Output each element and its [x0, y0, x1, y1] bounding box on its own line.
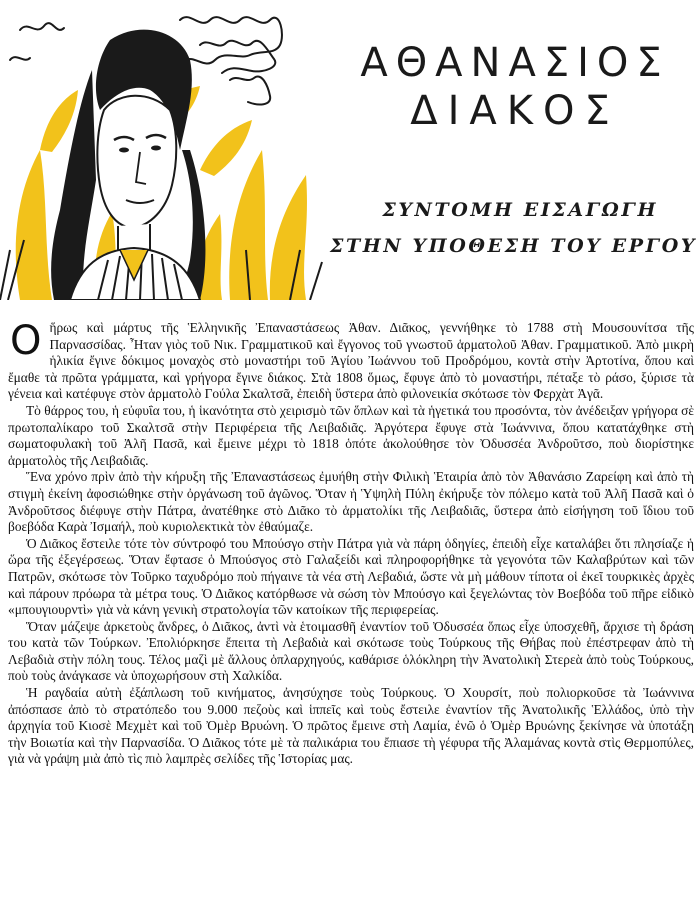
title-line-1: ΑΘΑΝΑΣΙΟΣ [360, 40, 670, 86]
body-text [8, 320, 694, 768]
dropcap: Ο [10, 318, 42, 364]
paragraph-1-text: ἥρως καὶ μάρτυς τῆς Ἑλληνικῆς Ἐπαναστάσεως Ἀθαν. Διᾶκος, γεννήθηκε τὸ 1788 στὴ Μουσουνίτσα τῆς Παρνασσίδας. Ἦταν γιὸς τοῦ Νικ. Γραμματικοῦ καὶ ἔγγονος τοῦ γνωστοῦ ἁρματολοῦ Ἀθαν. Γραμματικοῦ. Ἀπὸ μικρὴ ἡλικία ἔγινε δόκιμος μοναχὸς στὸ μοναστήρι τοῦ Ἁγίου Ἰωάννου τοῦ Προδρόμου, κοντὰ στὴν Ἀρτοτίνα, ὅπου καὶ ἔμαθε τὰ πρῶτα γράμματα, καὶ γρήγορα ἔγινε διάκος. Στὰ 1808 ὅμως, ἔφυγε ἀπὸ τὸ μοναστήρι, πέταξε τὸ ράσο, ξύρισε τὰ γένεια καὶ κατέφυγε στὸν ἁρματολὸ Γούλα Σκαλτσᾶ, ἐπειδὴ ὕστερα ἀπὸ φιλονεικία σκότωσε τὸν Φερχὰτ Ἀγᾶ. [8, 320, 694, 402]
title-block [330, 42, 700, 132]
subtitle-line-1: ΣΥΝΤΟΜΗ ΕΙΣΑΓΩΓΗ [382, 199, 658, 221]
paragraph-2: Τὸ θάρρος του, ἡ εὐφυΐα του, ἡ ἱκανότητα στὸ χειρισμὸ τῶν ὅπλων καὶ τὰ ἡγετικά του προσόντα, τὸν ἀνέδειξαν γρήγορα σὲ πρωτοπαλίκαρο τοῦ Σκαλτσᾶ στὴν Περιφέρεια τῆς Λειβαδιᾶς. Ἀργότερα ἔφυγε στὰ Ἰωάννινα, ὅπου κατατάχθηκε στὴ σωματοφυλακὴ τοῦ Ἀλῆ Πασᾶ, καὶ ἔμεινε μέχρι τὸ 1818 ὁπότε ἀκολούθησε τὸν Ὀδυσσέα Ἀνδροῦτσο, ποὺ διορίστηκε ἁρματολὸς τῆς Λειβαδιᾶς. [8, 402, 694, 468]
paragraph-5: Ὅταν μάζεψε ἀρκετοὺς ἄνδρες, ὁ Διᾶκος, ἀντὶ νὰ ἑτοιμασθῆ ἐναντίον τοῦ Ὀδυσσέα ὅπως εἶχε ὑποσχεθῆ, ἄρχισε τὴ δράση του κατὰ τῶν Τούρκων. Ἐπολιόρκησε ἔπειτα τὴ Λεβαδιὰ καὶ σκότωσε τοὺς Τούρκους τῆς Θήβας ποὺ ἐπέστρεφαν ἀπὸ τὴ Λεβαδιὰ στὴν πόλη τους. Τέλος μαζὶ μὲ ἄλλους ὁπλαρχηγούς, καθάρισε ὁλόκληρη τὴν Ἀνατολικὴ Στερεὰ ἀπὸ τοὺς Τούρκους, ποὺ τοὺς ἀνάγκασε νὰ ὑποχωρήσουν στὴ Χαλκίδα. [8, 618, 694, 684]
subtitle-block [330, 198, 700, 258]
title-line-2: ΔΙΑΚΟΣ [410, 88, 620, 134]
subtitle-line-2: ΣΤΗΝ ΥΠΟΘΕΣΗ ΤΟΥ ΕΡΓΟΥ [330, 235, 698, 257]
paragraph-1 [8, 320, 694, 403]
paragraph-3: Ἕνα χρόνο πρὶν ἀπὸ τὴν κήρυξη τῆς Ἐπαναστάσεως ἐμυήθη στὴν Φιλικὴ Ἑταιρία ἀπὸ τὸν Ἀθανάσιο Ζαρείφη καὶ ἀπὸ τὴ στιγμὴ ἐκείνη ἀφοσιώθηκε στὴν ὀργάνωση τοῦ ἀγῶνος. Ὅταν ἡ Ὑψηλὴ Πύλη ἐκήρυξε τὸν πόλεμο κατὰ τοῦ Ἀλῆ Πασᾶ καὶ ὁ Ἀνδροῦτσος διέφυγε στὴν Πάτρα, ἀνατέθηκε στὸ Διᾶκο τὸ ἁρματολίκι τῆς Λειβαδιᾶς, ὕστερα ἀπὸ εἰσήγηση τοῦ ἴδιου τοῦ βοεβόδα Καρὰ Ἰσμαήλ, ποὺ κυριολεκτικὰ τὸν ἐθαύμαζε. [8, 469, 694, 535]
paragraph-6: Ἡ ραγδαία αὐτὴ ἐξάπλωση τοῦ κινήματος, ἀνησύχησε τοὺς Τούρκους. Ὁ Χουρσίτ, ποὺ πολιορκοῦσε τὰ Ἰωάννινα ἀπόσπασε ἀπὸ τὸ στρατόπεδο του 9.000 πεζοὺς καὶ ἱππεῖς καὶ τοὺς ἔστειλε ἐναντίον τῆς Ἀνατολικῆς Ἑλλάδος, ὑπὸ τὴν ἀρχηγία τοῦ Κιοσὲ Μεχμὲτ καὶ τοῦ Ὀμὲρ Βρυώνη. Ὁ πρῶτος ἔμεινε στὴ Λαμία, ἐνῶ ὁ Ὀμὲρ Βρυώνης ξεκίνησε νὰ ὑποτάξη τὴν Βοιωτία καὶ τὴν Παρνασίδα. Ὁ Διᾶκος τότε μὲ τὰ παλικάρια του ἔπιασε τὴ γέφυρα τῆς Ἀλαμάνας κοντὰ στὶς Θερμοπύλες, γιὰ νὰ γράψη μιὰ ἀπὸ τὶς πιὸ λαμπρὲς σελίδες τῆς Ἱστορίας μας. [8, 685, 694, 767]
portrait-illustration-icon [0, 0, 330, 300]
paragraph-4: Ὁ Διᾶκος ἔστειλε τότε τὸν σύντροφό του Μπούσγο στὴν Πάτρα γιὰ νὰ πάρη ὁδηγίες, ἐπειδὴ εἶχε καταλάβει ὅτι πλησίαζε ἡ ὥρα τῆς ἐξεγέρσεως. Ὅταν ἔφτασε ὁ Μπούσγος στὸ Γαλαξείδι καὶ πληροφορήθηκε τὰ γεγονότα τῶν Καλαβρύτων καὶ τῶν Πατρῶν, σκότωσε τὸν Τοῦρκο ταχυδρόμο ποὺ πήγαινε τὰ νέα στὴ Λεβαδιά, ὥστε νὰ μὴ μάθουν τίποτα οἱ ἐκεῖ τουρκικὲς ἀρχὲς καὶ πάρουν πρόωρα τὰ μέτρα τους. Ὁ Διᾶκος κατόρθωσε νὰ σώση τὸν Μπούσγο καὶ ξεγελώντας τὸν Βοεβόδα τοῦ πῆρε εἰδικὸ «μπουγιουρντὶ» γιὰ νὰ κάνη γενικὴ στρατολογία τῶν κατοίκων τῆς περιφερείας. [8, 535, 694, 618]
